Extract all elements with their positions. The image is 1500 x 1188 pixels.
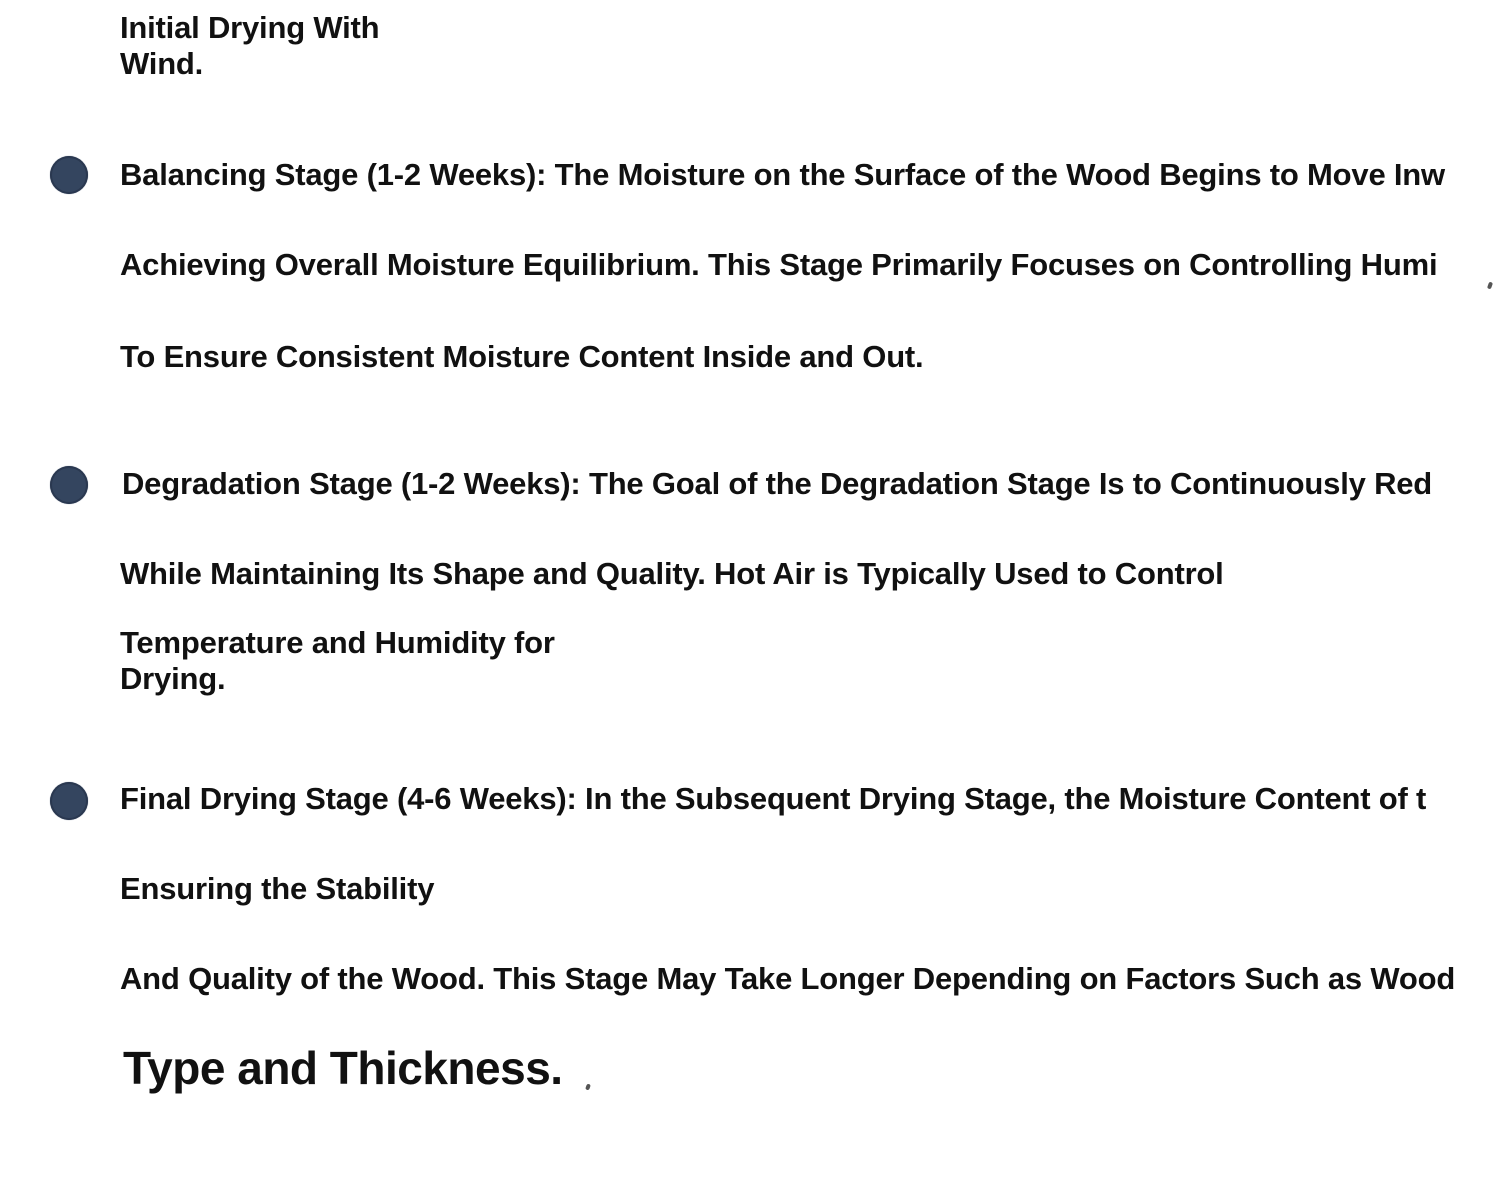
balancing-stage-line-3: To Ensure Consistent Moisture Content Inside and Out. <box>120 339 924 374</box>
final-drying-stage-line-3: And Quality of the Wood. This Stage May Take Longer Depending on Factors Such as Wood <box>120 961 1456 996</box>
balancing-stage-line-2: Achieving Overall Moisture Equilibrium. This Stage Primarily Focuses on Controlling Humi <box>120 247 1438 282</box>
final-drying-stage-line-2: Ensuring the Stability <box>120 871 435 906</box>
bullet-icon <box>50 466 88 504</box>
speck-mark <box>1487 282 1493 290</box>
final-drying-stage-line-1: Final Drying Stage (4-6 Weeks): In the Subsequent Drying Stage, the Moisture Content of t <box>120 781 1427 816</box>
degradation-stage-line-4: Drying. <box>120 661 226 696</box>
speck-mark <box>585 1083 591 1090</box>
degradation-stage-line-3: Temperature and Humidity for <box>120 625 555 660</box>
final-drying-stage-line-4: Type and Thickness. <box>123 1042 563 1094</box>
bullet-icon <box>50 782 88 820</box>
intro-line-1: Initial Drying With <box>120 10 380 45</box>
intro-line-2: Wind. <box>120 46 204 81</box>
balancing-stage-line-1: Balancing Stage (1-2 Weeks): The Moisture on the Surface of the Wood Begins to Move Inw <box>120 157 1445 192</box>
bullet-icon <box>50 156 88 194</box>
degradation-stage-line-1: Degradation Stage (1-2 Weeks): The Goal of the Degradation Stage Is to Continuously Red <box>122 466 1433 501</box>
degradation-stage-line-2: While Maintaining Its Shape and Quality. Hot Air is Typically Used to Control <box>120 556 1224 591</box>
